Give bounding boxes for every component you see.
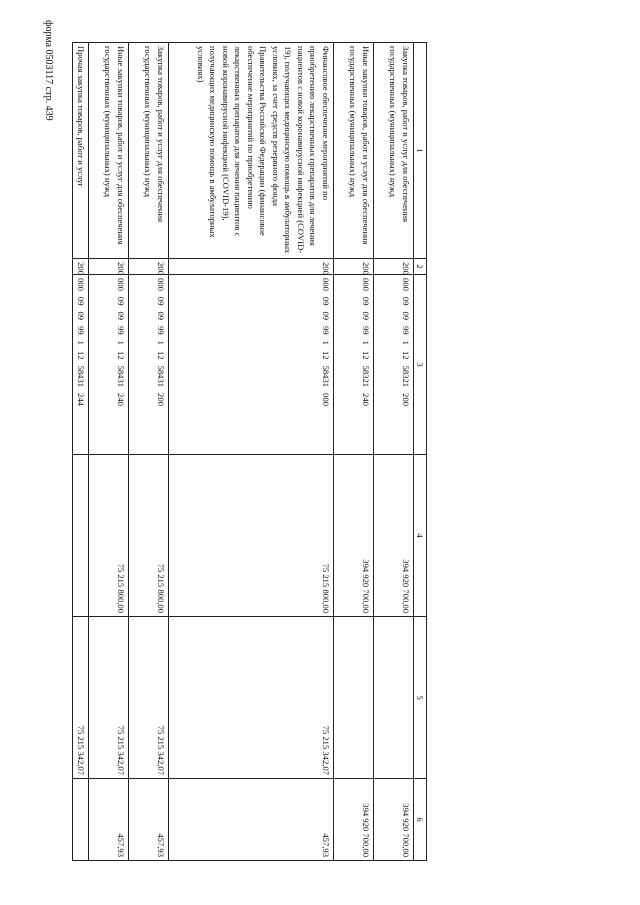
column-number: 3 [413,275,426,455]
unexecuted-amount: 457,93 [128,779,168,861]
column-number: 5 [413,617,426,779]
column-number-row [413,43,426,861]
executed-amount: 75 215 342,07 [73,617,88,779]
column-number: 4 [413,455,426,617]
row-name: Закупка товаров, работ и услуг для обеспечения государственных (муниципальных) нужд [128,43,168,259]
unexecuted-amount [73,779,88,861]
column-number: 2 [413,259,426,275]
line-code: 200 [88,259,128,275]
expenditure-table [72,42,427,861]
approved-amount: 394 920 700,00 [333,455,373,617]
unexecuted-amount: 457,93 [88,779,128,861]
column-number: 1 [413,43,426,259]
row-name: Закупка товаров, работ и услуг для обеспечения государственных (муниципальных) нужд [373,43,413,259]
budget-code: 00009099911258431240 [88,275,128,455]
budget-code: 00009099911258431200 [128,275,168,455]
rotated-table-wrapper [77,42,427,860]
unexecuted-amount: 394 920 700,00 [333,779,373,861]
budget-code: 00009099911258431244 [73,275,88,455]
approved-amount: 75 215 800,00 [128,455,168,617]
line-code: 200 [373,259,413,275]
table-row [73,43,88,861]
executed-amount [333,617,373,779]
form-label: форма 0503117 стр. 439 [43,20,54,121]
unexecuted-amount: 457,93 [168,779,333,861]
line-code: 200 [73,259,88,275]
column-number: 6 [413,779,426,861]
row-name: Финансовое обеспечение мероприятий по приобретению лекарственных препаратов для лечения пациентов с новой коронавирусной инфекцией (COVID-19), получающих медицинскую помощь в амбулаторных условиях, за счет средств резервного фонда Правительства Российской Федерации (финансовое обеспечение мероприятий по приобретению лекарственных препаратов для лечения пациентов с новой коронавирусной инфекцией (COVID-19), получающих медицинскую помощь в амбулаторных условиях) [168,43,333,259]
executed-amount [373,617,413,779]
row-name: Прочая закупка товаров, работ и услуг [73,43,88,259]
budget-code: 00009099911258321200 [373,275,413,455]
line-code: 200 [333,259,373,275]
approved-amount: 394 920 700,00 [373,455,413,617]
approved-amount: 75 215 800,00 [88,455,128,617]
row-name: Иные закупки товаров, работ и услуг для обеспечения государственных (муниципальных) нужд [333,43,373,259]
table-row [373,43,413,861]
unexecuted-amount: 394 920 700,00 [373,779,413,861]
line-code: 200 [128,259,168,275]
budget-code: 00009099911258431000 [168,275,333,455]
approved-amount: 75 215 800,00 [168,455,333,617]
executed-amount: 75 215 342,07 [88,617,128,779]
budget-code: 00009099911258321240 [333,275,373,455]
approved-amount [73,455,88,617]
executed-amount: 75 215 342,07 [128,617,168,779]
executed-amount: 75 215 342,07 [168,617,333,779]
table-row [168,43,333,861]
table-row [128,43,168,861]
table-row [333,43,373,861]
row-name: Иные закупки товаров, работ и услуг для обеспечения государственных (муниципальных) нужд [88,43,128,259]
line-code: 200 [168,259,333,275]
table-row [88,43,128,861]
